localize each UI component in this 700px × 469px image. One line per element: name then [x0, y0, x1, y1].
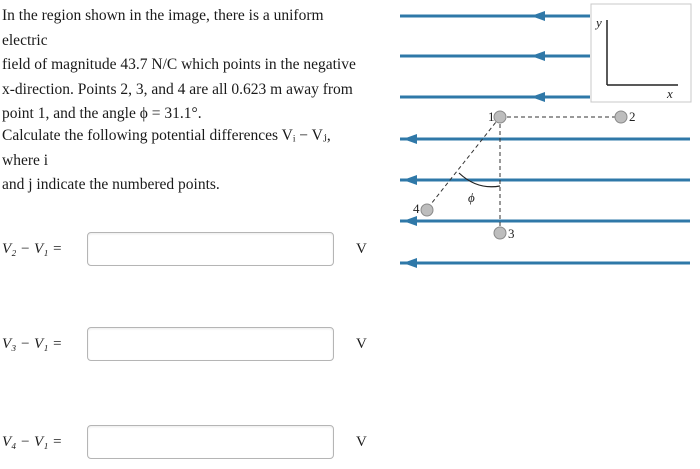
electric-field-figure	[395, 0, 695, 280]
point-3	[494, 227, 506, 239]
field-arrow-3	[531, 92, 545, 102]
answer-row-v2-v1	[0, 232, 380, 272]
answer-unit-v3-v1: V	[356, 336, 367, 352]
answer-input-v2-v1[interactable]	[87, 232, 334, 266]
problem-line-4: point 1, and the angle ϕ = 31.1°.	[2, 105, 202, 122]
axes-inset	[591, 4, 691, 102]
problem-line-3: x-direction. Points 2, 3, and 4 are all 0.623 m away from	[2, 80, 353, 98]
x-axis-label: x	[667, 86, 673, 101]
field-arrow-7	[403, 258, 417, 268]
answer-row-v4-v1	[0, 425, 380, 465]
answer-label-v4-v1: V₄ − V₁ =	[2, 434, 63, 450]
instructions-line-2: and j indicate the numbered points.	[2, 176, 220, 193]
point-4-label: 4	[413, 201, 420, 216]
field-arrow-4	[403, 134, 417, 144]
answer-label-v3-v1: V₃ − V₁ =	[2, 336, 63, 352]
problem-line-2: field of magnitude 43.7 N/C which points in the negative	[2, 56, 356, 73]
field-arrow-1	[531, 11, 545, 21]
axes-inset-box	[591, 4, 691, 102]
field-arrow-2	[531, 51, 545, 61]
answer-label-v2-v1: V₂ − V₁ =	[2, 241, 63, 257]
answer-row-v3-v1	[0, 327, 380, 367]
answer-unit-v2-v1: V	[356, 241, 367, 257]
problem-statement	[2, 4, 372, 127]
answer-input-v4-v1[interactable]	[87, 425, 334, 459]
dashed-line-1-4	[427, 117, 500, 209]
point-1	[494, 111, 506, 123]
instructions	[2, 124, 372, 198]
point-4	[421, 204, 433, 216]
point-2	[615, 111, 627, 123]
field-arrow-6	[403, 216, 417, 226]
point-3-label: 3	[508, 226, 515, 241]
point-1-label: 1	[488, 109, 495, 124]
instructions-line-1: Calculate the following potential differences Vᵢ − Vⱼ, where i	[2, 127, 331, 169]
field-arrow-5	[403, 175, 417, 185]
answer-unit-v4-v1: V	[356, 434, 367, 450]
y-axis-label: y	[596, 15, 602, 30]
geometry-lines	[427, 117, 621, 230]
problem-line-1: In the region shown in the image, there is a uniform electric	[2, 7, 324, 49]
answer-input-v3-v1[interactable]	[87, 327, 334, 361]
point-2-label: 2	[629, 109, 636, 124]
angle-label: ϕ	[468, 190, 475, 205]
